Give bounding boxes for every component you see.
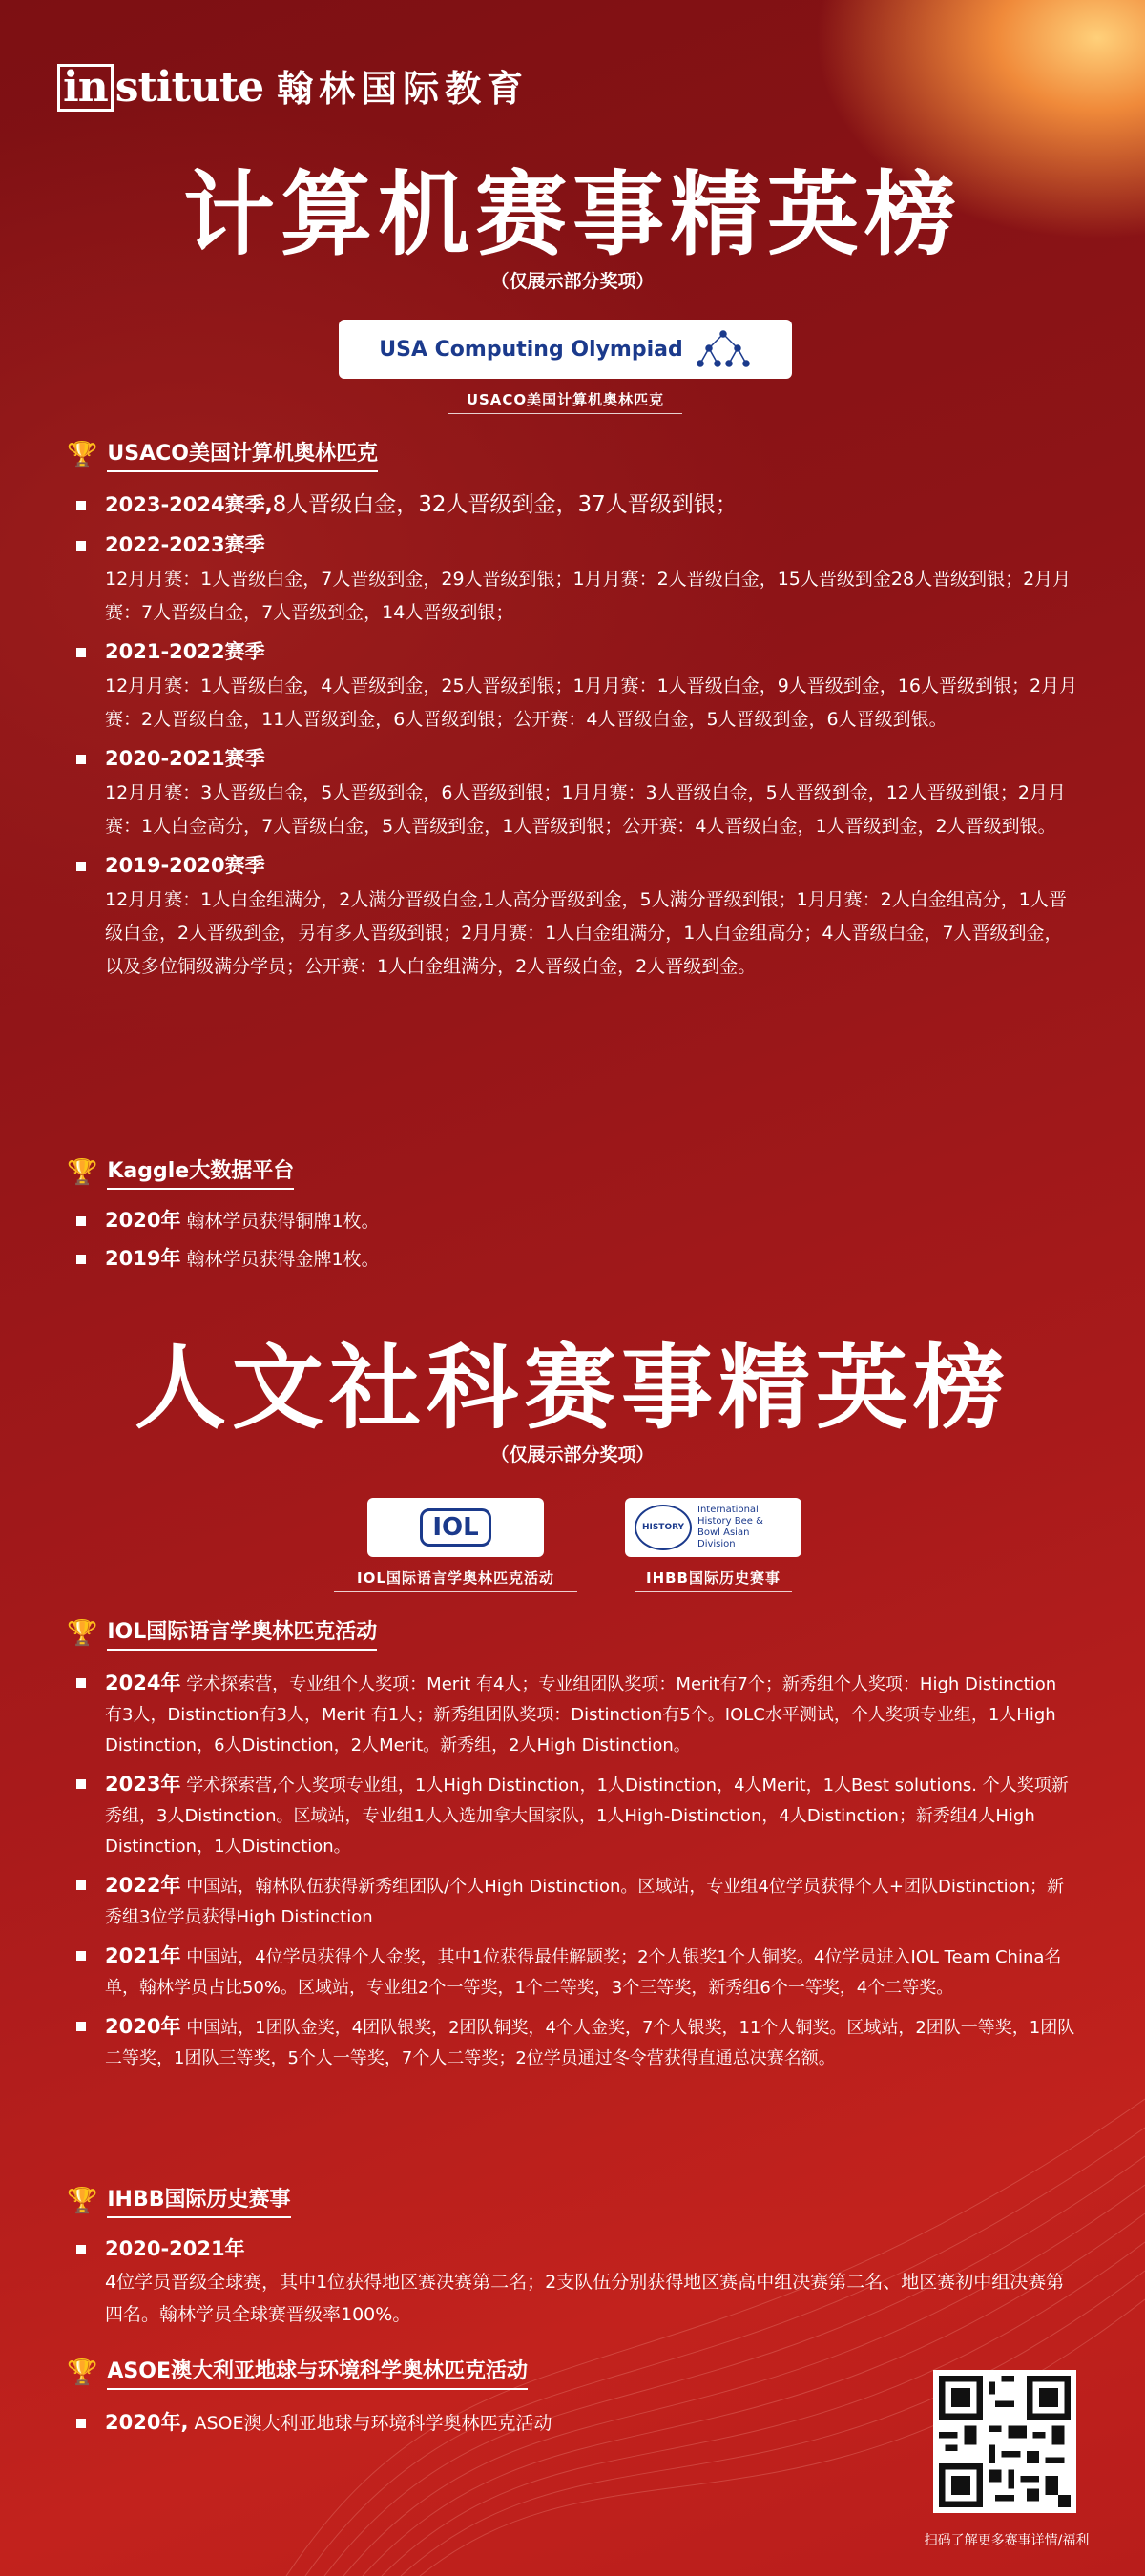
usaco-list	[76, 488, 1078, 984]
list-item: 2020-2021年 4位学员晋级全球赛，其中1位获得地区赛决赛第二名；2支队伍分别获得地区赛高中组决赛第二名、地区赛初中组决赛第四名。翰林学员全球赛晋级率100%。	[76, 2233, 1078, 2331]
brand-logo	[57, 59, 529, 112]
list-item: 2022-2023赛季 12月月赛：1人晋级白金，7人晋级到金，29人晋级到银；1月月赛：2人晋级白金，15人晋级到金28人晋级到银；2月月赛：7人晋级白金，7人晋级到金，14人晋级到银；	[76, 529, 1078, 630]
trophy-icon: 🏆	[67, 1157, 98, 1187]
section-heading-iol	[67, 1615, 377, 1651]
qr-caption: 扫码了解更多赛事详情/福利	[924, 2533, 1090, 2548]
iol-logo: IOL	[420, 1508, 490, 1547]
list-item: 2021年 中国站，4位学员获得个人金奖，其中1位获得最佳解题奖；2个人银奖1个人铜奖。4位学员进入IOL Team China名单，翰林学员占比50%。区域站，专业组2个一等奖，1个二等奖，3个三等奖，新秀组6个一等奖，4个二等奖。	[76, 1941, 1078, 2004]
iol-card-caption: IOL国际语言学奥林匹克活动	[334, 1568, 577, 1592]
usaco-card	[339, 320, 792, 379]
qr-code-icon	[939, 2376, 1071, 2507]
section-heading-usaco	[67, 437, 378, 472]
section-heading-label: ASOE澳大利亚地球与环境科学奥林匹克活动	[107, 2355, 528, 2390]
iol-card	[367, 1498, 544, 1557]
ihbb-logo: HISTORY	[635, 1505, 692, 1550]
list-item: 2021-2022赛季 12月月赛：1人晋级白金，4人晋级到金，25人晋级到银；1月月赛：1人晋级白金，9人晋级到金，16人晋级到银；2月月赛：2人晋级白金，11人晋级到金，6人晋级到银；公开赛：4人晋级白金，5人晋级到金，6人晋级到银。	[76, 635, 1078, 737]
list-item: 2022年 中国站，翰林队伍获得新秀组团队/个人High Distinction。区域站，专业组4位学员获得个人+团队Distinction；新秀组3位学员获得High Distinction	[76, 1870, 1078, 1933]
ihbb-card-caption: IHBB国际历史赛事	[635, 1568, 792, 1592]
section-heading-label: Kaggle大数据平台	[107, 1154, 294, 1190]
section-heading-label: USACO美国计算机奥林匹克	[107, 437, 378, 472]
usaco-card-caption: USACO美国计算机奥林匹克	[448, 389, 682, 414]
trophy-icon: 🏆	[67, 1618, 98, 1648]
trophy-icon: 🏆	[67, 440, 98, 469]
asoe-list	[76, 2406, 878, 2441]
computer-subtitle: （仅展示部分奖项）	[490, 271, 655, 292]
section-heading-label: IHBB国际历史赛事	[107, 2183, 290, 2218]
list-item: 2020年, ASOE澳大利亚地球与环境科学奥林匹克活动	[76, 2406, 878, 2441]
section-heading-asoe	[67, 2355, 528, 2390]
list-item: 2024年 学术探索营，专业组个人奖项：Merit 有4人；专业组团队奖项：Merit有7个；新秀组个人奖项：High Distinction 有3人，Distinction有3人，Merit 有1人；新秀组团队奖项：Distinction有5个。IOLC水平测试，个人奖项专业组，1人High Distinction，6人Distinction，2人Merit。新秀组，2人High Distinction。	[76, 1668, 1078, 1761]
ihbb-card	[625, 1498, 802, 1557]
kaggle-list	[76, 1204, 1078, 1277]
list-item: 2020-2021赛季 12月月赛：3人晋级白金，5人晋级到金，6人晋级到银；1月月赛：3人晋级白金，5人晋级到金，12人晋级到银；2月月赛：1人白金高分，7人晋级白金，5人晋级到金，1人晋级到银；公开赛：4人晋级白金，1人晋级到金，2人晋级到银。	[76, 742, 1078, 843]
section-heading-label: IOL国际语言学奥林匹克活动	[107, 1615, 377, 1651]
section-heading-kaggle	[67, 1154, 294, 1190]
section-heading-ihbb	[67, 2183, 291, 2218]
logo-cn: 翰林国际教育	[277, 68, 530, 110]
humanities-subtitle: （仅展示部分奖项）	[490, 1444, 655, 1465]
logo-wordmark: in stitute	[57, 64, 263, 112]
computer-title: 计算机赛事精英榜	[183, 161, 962, 268]
qr-code[interactable]	[933, 2370, 1076, 2513]
list-item: 2023年 学术探索营,个人奖项专业组，1人High Distinction，1人Distinction，4人Merit，1人Best solutions. 个人奖项新秀组，3人Distinction。区域站，专业组1人入选加拿大国家队，1人High-Distinction，4人Distinction；新秀组4人High Distinction，1人Distinction。	[76, 1769, 1078, 1862]
list-item: 2019-2020赛季 12月月赛：1人白金组满分，2人满分晋级白金,1人高分晋级到金，5人满分晋级到银；1月月赛：2人白金组高分，1人晋级白金，2人晋级到金，另有多人晋级到银；2月月赛：1人白金组满分，1人白金组高分；4人晋级白金，7人晋级到金，以及多位铜级满分学员；公开赛：1人白金组满分，2人晋级白金，2人晋级到金。	[76, 849, 1078, 984]
trophy-icon: 🏆	[67, 2358, 98, 2387]
list-item: 2023-2024赛季,8人晋级白金，32人晋级到金，37人晋级到银；	[76, 488, 1078, 523]
trophy-icon: 🏆	[67, 2186, 98, 2215]
list-item: 2020年 翰林学员获得铜牌1枚。	[76, 1204, 1078, 1238]
ihbb-list	[76, 2233, 1078, 2331]
iol-list	[76, 1668, 1078, 2074]
logo-en: stitute	[114, 63, 264, 112]
list-item: 2020年 中国站，1团队金奖，4团队银奖，2团队铜奖，4个人金奖，7个人银奖，11个人铜奖。区域站，2团队一等奖，1团队二等奖，1团队三等奖，5个人一等奖，7个人二等奖；2位学员通过冬令营获得直通总决赛名额。	[76, 2011, 1078, 2074]
list-item: 2019年 翰林学员获得金牌1枚。	[76, 1242, 1078, 1277]
ihbb-card-text: International History Bee & Bowl Asian Division	[697, 1505, 763, 1549]
usaco-card-text: USA Computing Olympiad	[379, 337, 683, 362]
humanities-title: 人文社科赛事精英榜	[135, 1335, 1010, 1442]
network-tree-icon	[695, 329, 752, 369]
